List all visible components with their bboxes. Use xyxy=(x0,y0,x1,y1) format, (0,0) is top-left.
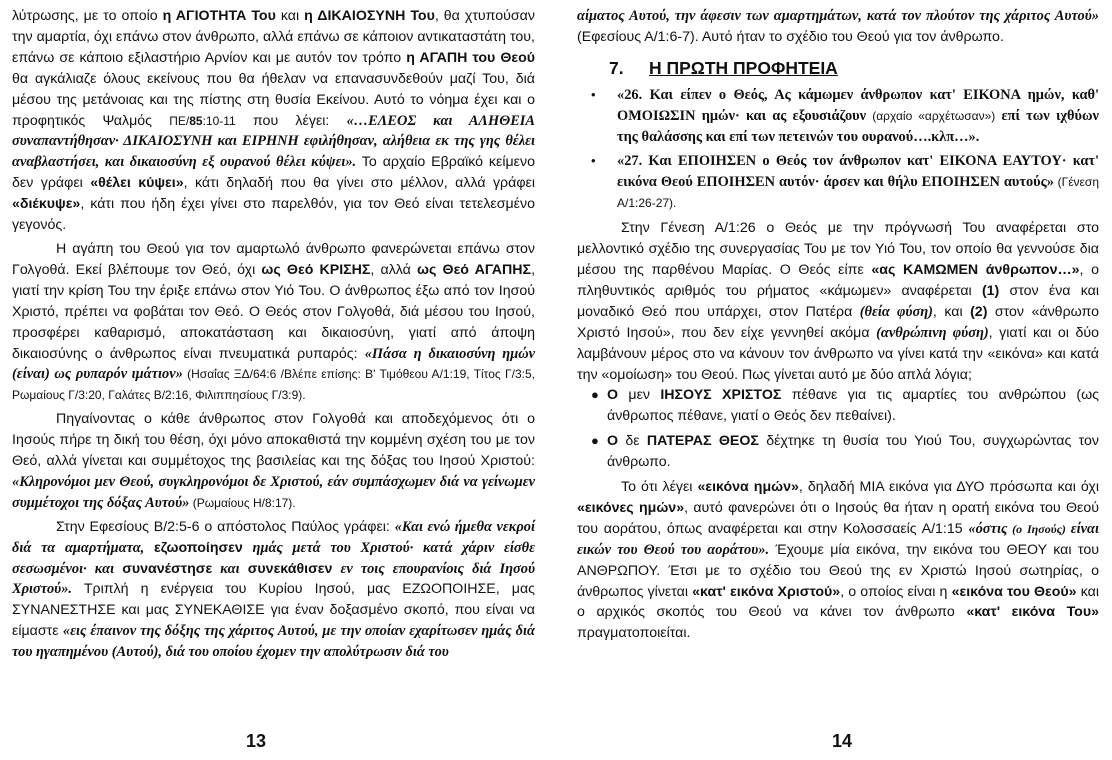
bullet-icon: ● xyxy=(591,433,599,449)
section-title: Η ΠΡΩΤΗ ΠΡΟΦΗΤΕΙΑ xyxy=(649,57,838,78)
page-number-right: 14 xyxy=(832,731,853,751)
paragraph-1: λύτρωσης, με το οποίο η ΑΓΙΟΤΗΤΑ Του και η ΔΙΚΑΙΟΣΥΝΗ Του, θα χτυπούσαν την αμαρτία, όχι επάνω στον άνθρωπο, αλλά επάνω σε κάποιον αντικαταστάτη του, επάνω σε κάποιο εξιλαστήριο Αρνίον και με αυτόν τον τρόπο η ΑΓΑΠΗ του Θεού θα αγκάλιαζε όλους εκείνους που θα ήθελαν να επανασυνδεθούν μαζί Του, διά μέσου της μετάνοιας και της πίστης στη θυσία Εκείνου. Αυτό το νόημα έχει και ο προφητικός Ψαλμός ΠΕ/85:10-11 που λέγει: «…ΕΛΕΟΣ και ΑΛΗΘΕΙΑ συναπαντήθησαν· ΔΙΚΑΙΟΣΥΝΗ και ΕΙΡΗΝΗ εφιλήθησαν, αλήθεια εκ της γης θέλει αναβλαστήσει, και δικαιοσύνη εξ ουρανού θέλει κύψει». Το αρχαίο Εβραϊκό κείμενο δεν γράφει «θέλει κύψει», κάτι δηλαδή που θα γίνει στο μέλλον, αλλά γράφει «διέκυψε», κάτι που ήδη έχει γίνει στο παρελθόν, για τον Θεό είναι τετελεσμένο γεγονός. xyxy=(12,8,536,234)
list-item: ● Ο δε ΠΑΤΕΡΑΣ ΘΕΟΣ δέχτηκε τη θυσία του Υιού Του, συγχωρώντας τον άνθρωπο. xyxy=(591,433,1100,471)
bullet-icon: • xyxy=(591,153,596,169)
list-item: • «26. Και είπεν ο Θεός, Ας κάμωμεν άνθρωπον κατ' ΕΙΚΟΝΑ ημών, καθ' ΟΜΟΙΩΣΙΝ ημών· και ας εξουσιάζουν (αρχαίο «αρχέτωσαν») επί των ιχθύων της θαλάσσης και επί των πετεινών του ουρανού….κλπ…». xyxy=(591,86,1099,145)
page-right xyxy=(577,6,1099,644)
paragraph-4: Στην Εφεσίους Β/2:5-6 ο απόστολος Παύλος γράφει: «Και ενώ ήμεθα νεκροί διά τα αμαρτήματα, εζωοποίησεν ημάς μετά του Χριστού· κατά χάριν είσθε σεσωσμένοι· και συνανέστησε και συνεκάθισεν εν τοις επουρανίοις διά Ιησού Χριστού». Τριπλή η ενέργεια του Κυρίου Ιησού, μας ΕΖΩΟΠΟΙΗΣΕ, μας ΣΥΝΑΝΕΣΤΗΣΕ και μας ΣΥΝΕΚΑΘΙΣΕ για έναν δοξασμένο σκοπό, που είναι να είμαστε «εις έπαινον της δόξης της χάριτος Αυτού, με την οποίαν εχαρίτωσεν ημάς διά του ηγαπημένου (Αυτού), διά του οποίου έχομεν την απολύτρωσιν διά του xyxy=(12,518,535,661)
paragraph-0: αίματος Αυτού, την άφεσιν των αμαρτημάτων, κατά τον πλούτον της χάριτος Αυτού» (Εφεσίους Α/1:6-7). Αυτό ήταν το σχέδιο του Θεού για τον άνθρωπο. xyxy=(577,8,1099,45)
gutter xyxy=(555,0,556,760)
paragraph-1: Στην Γένεση Α/1:26 ο Θεός με την πρόγνωσή Του αναφέρεται στο μελλοντικό σχέδιο της συνεργασίας Του με τον Υιό Του, τον οποίο θα γεννούσε δια μέσου της παρθένου Μαρίας. Ο Θεός είπε «ας ΚΑΜΩΜΕΝ άνθρωπον…», ο πληθυντικός αριθμός του ρήματος «κάμωμεν» αναφέρεται (1) στον ένα και μοναδικό Θεό που υπάρχει, στον Πατέρα (θεία φύση), και (2) στον «άνθρωπο Χριστό Ιησού», που δεν είχε γεννηθεί ακόμα (ανθρώπινη φύση), γιατί και οι δύο λαμβάνουν μέρος στο να κάνουν τον άνθρωπο να γίνει κατά την «εικόνα» και κατά την «ομοίωση» του Θεού. Πως γίνεται αυτό με δύο απλά λόγια; xyxy=(577,220,1099,383)
quote-ephesians: «εις έπαινον της δόξης της χάριτος Αυτού, με την οποίαν εχαρίτωσεν ημάς διά του ηγαπημένου (Αυτού), διά του οποίου έχομεν την απολύτρωσιν διά του xyxy=(12,623,535,661)
quote-romans: «Κληρονόμοι μεν Θεού, συγκληρονόμοι δε Χριστού, εάν συμπάσχωμεν διά να γείνωμεν συμμέτοχοι της δόξας Αυτού» xyxy=(12,473,535,511)
quote-isaiah: «Πάσα η δικαιοσύνη ημών (είναι) ως ρυπαρόν ιμάτιον» xyxy=(12,345,535,383)
page-number-left: 13 xyxy=(246,731,267,751)
list-item: • «27. Και ΕΠΟΙΗΣΕΝ ο Θεός τον άνθρωπον κατ' ΕΙΚΟΝΑ ΕΑΥΤΟΥ· κατ' εικόνα Θεού ΕΠΟΙΗΣΕΝ αυτόν· άρσεν και θήλυ ΕΠΟΙΗΣΕΝ αυτούς» (Γένεση Α/1:26-27). xyxy=(591,153,1099,211)
page-left xyxy=(12,6,535,663)
section-number: 7. xyxy=(609,57,624,78)
section-heading xyxy=(609,58,1099,79)
quote-psalm: «…ΕΛΕΟΣ και ΑΛΗΘΕΙΑ συναπαντήθησαν· ΔΙΚΑΙΟΣΥΝΗ και ΕΙΡΗΝΗ εφιλήθησαν, αλήθεια εκ της γης θέλει αναβλαστήσει, και δικαιοσύνη εξ ουρανού θέλει κύψει». xyxy=(12,112,535,171)
paragraph-2: Το ότι λέγει «εικόνα ημών», δηλαδή ΜΙΑ εικόνα για ΔΥΟ πρόσωπα και όχι «εικόνες ημών», αυτό φανερώνει ότι ο Ιησούς θα ήταν η ορατή εικόνα του Θεού του αοράτου, όπως αναφέρεται και στην Κολοσσαείς Α/1:15 «όστις (ο Ιησούς) είναι εικών του Θεού του αοράτου». Έχουμε μία εικόνα, την εικόνα του ΘΕΟΥ και του ΑΝΘΡΩΠΟΥ. Έτσι με το σχέδιο του Θεού της εν Χριστώ Ιησού σωτηρίας, ο άνθρωπος γίνεται «κατ' εικόνα Χριστού», ο οποίος είναι η «εικόνα του Θεού» και ο αρχικός σκοπός του Θεού να κάνει τον άνθρωπο «κατ' εικόνα Του» πραγματοποιείται. xyxy=(577,479,1099,642)
bullet-icon: ● xyxy=(591,387,599,403)
genesis-quote-list xyxy=(577,85,1099,214)
paragraph-2: Η αγάπη του Θεού για τον αμαρτωλό άνθρωπο φανερώνεται επάνω στον Γολγοθά. Εκεί βλέπουμε τον Θεό, όχι ως Θεό ΚΡΙΣΗΣ, αλλά ως Θεό ΑΓΑΠΗΣ, γιατί την κρίση Του την έριξε επάνω στον Υιό Του. Ο άνθρωπος έξω από τον Ιησού Χριστό, πρέπει να φοβάται τον Θεό. Ο Θεός στον Γολγοθά, διά μέσου του Ιησού, προσφέρει καθαρισμό, αποκατάσταση και δικαιοσύνη, γιατί από άποψη δικαιοσύνης ο άνθρωπος είναι πνευματικά ρυπαρός: «Πάσα η δικαιοσύνη ημών (είναι) ως ρυπαρόν ιμάτιον» (Ησαΐας ΞΔ/64:6 /Βλέπε επίσης: Β' Τιμόθεου Α/1:19, Τίτος Γ/3:5, Ρωμαίους Γ/3:20, Γαλάτες Β/2:16, Φιλιππησίους Γ/3:9). xyxy=(12,240,536,403)
paragraph-3: Πηγαίνοντας ο κάθε άνθρωπος στον Γολγοθά και αποδεχόμενος ότι ο Ιησούς πήρε τη δική του θέση, όχι μόνο αποκαθιστά την κομμένη σχέση του με τον Θεό, αλλά γίνεται και συμμέτοχος της βασιλείας και της δόξας του Ιησού Χριστού: «Κληρονόμοι μεν Θεού, συγκληρονόμοι δε Χριστού, εάν συμπάσχωμεν διά να γείνωμεν συμμέτοχοι της δόξας Αυτού» (Ρωμαίους Η/8:17). xyxy=(12,411,535,511)
list-item: ● Ο μεν ΙΗΣΟΥΣ ΧΡΙΣΤΟΣ πέθανε για τις αμαρτίες του ανθρώπου (ως άνθρωπος πέθανε, γιατί ο Θεός δεν πεθαίνει). xyxy=(591,387,1099,425)
bullet-icon: • xyxy=(591,86,596,102)
summary-list xyxy=(577,385,1099,473)
